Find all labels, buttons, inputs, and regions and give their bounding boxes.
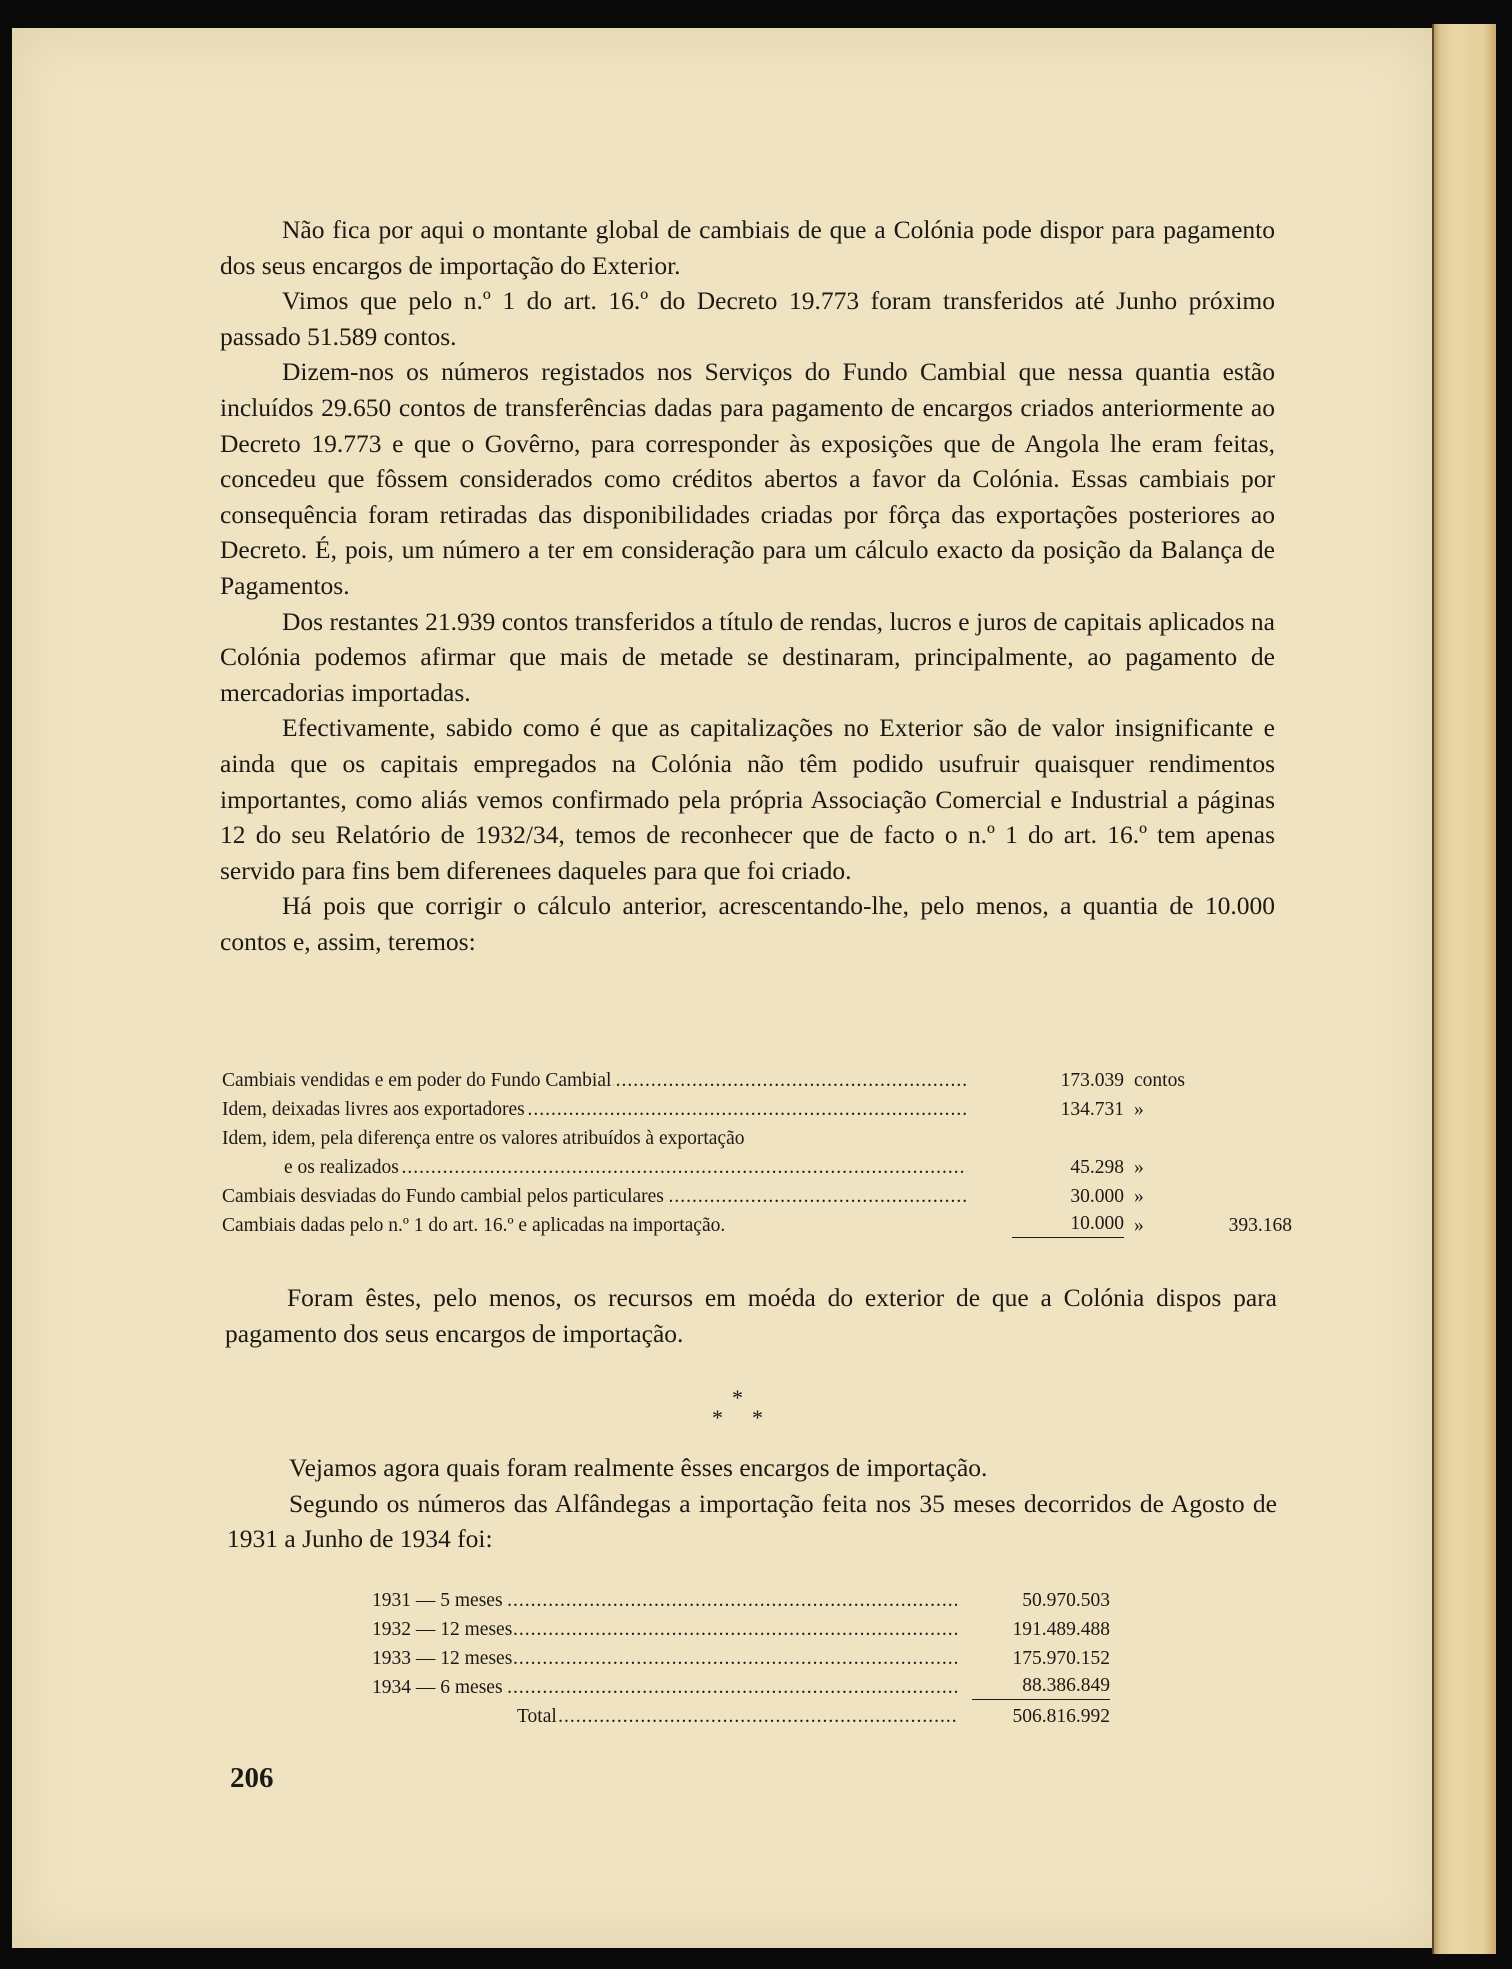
row-label: 1934 — 6 meses: [372, 1677, 503, 1698]
table-row: [222, 1211, 1292, 1240]
paragraph: Foram êstes, pelo menos, os recursos em moéda do exterior de que a Colónia dispos para pagamento dos seus encargos de importação.: [225, 1283, 1277, 1348]
row-unit: »: [1134, 1157, 1144, 1178]
row-unit: »: [1134, 1186, 1144, 1207]
cambiais-table: [222, 1066, 1292, 1240]
row-value: 50.970.503: [1022, 1590, 1110, 1611]
asterisk: *: [732, 1385, 743, 1410]
table-row: [222, 1124, 1282, 1153]
table-total-row: [372, 1702, 1142, 1731]
table-total: 393.168: [1228, 1215, 1292, 1236]
table-row: [372, 1586, 1142, 1615]
row-label: Cambiais desviadas do Fundo cambial pelos particulares: [222, 1186, 664, 1207]
row-label: Cambiais dadas pelo n.º 1 do art. 16.º e aplicadas na importação.: [222, 1215, 726, 1236]
row-value: 191.489.488: [1012, 1619, 1110, 1640]
asterisk: *: [752, 1405, 763, 1430]
table-row: [222, 1182, 1282, 1211]
body-text-2: [227, 1450, 1277, 1557]
asterisk: *: [712, 1405, 723, 1430]
paragraph: Vejamos agora quais foram realmente êsses encargos de importação.: [289, 1453, 988, 1482]
row-value: 175.970.152: [1012, 1648, 1110, 1669]
paragraph: Há pois que corrigir o cálculo anterior, acrescentando-lhe, pelo menos, a quantia de 10.000 contos e, assim, teremos:: [220, 891, 1275, 956]
paragraph: Efectivamente, sabido como é que as capitalizações no Exterior são de valor insignificante e ainda que os capitais empregados na Colónia não têm podido usufruir quaisquer rendimentos importantes, como aliás vemos confirmado pela própria Associação Comercial e Industrial a páginas 12 do seu Relatório de 1932/34, temos de reconhecer que de facto o n.º 1 do art. 16.º tem apenas servido para fins bem diferenees daqueles para que foi criado.: [220, 713, 1275, 885]
table-row: [222, 1153, 1282, 1182]
row-value: 10.000: [1012, 1211, 1124, 1238]
paragraph: Dizem-nos os números registados nos Serviços do Fundo Cambial que nessa quantia estão incluídos 29.650 contos de transferências dadas para pagamento de encargos criados anteriormente ao Decreto 19.773 e que o Govêrno, para corresponder às exposições que de Angola lhe eram feitas, concedeu que fôssem considerados como créditos abertos a favor da Colónia. Essas cambiais por consequência foram retiradas das disponibilidades criadas por fôrça das exportações posteriores ao Decreto. É, pois, um número a ter em consideração para um cálculo exacto da posição da Balança de Pagamentos.: [220, 357, 1275, 600]
row-unit: »: [1134, 1099, 1144, 1120]
row-value: 173.039: [1060, 1070, 1124, 1091]
paragraph: Não fica por aqui o montante global de cambiais de que a Colónia pode dispor para pagamento dos seus encargos de importação do Exterior.: [220, 215, 1275, 280]
section-separator: [700, 1385, 780, 1435]
table-row: [372, 1615, 1142, 1644]
total-value: 506.816.992: [1012, 1706, 1110, 1727]
row-value: 134.731: [1060, 1099, 1124, 1120]
paragraph: Segundo os números das Alfândegas a importação feita nos 35 meses decorridos de Agosto de 1931 a Junho de 1934 foi:: [227, 1488, 1277, 1554]
row-label: 1932 — 12 meses: [372, 1619, 513, 1640]
row-unit: contos: [1134, 1070, 1185, 1091]
total-label: Total: [517, 1706, 557, 1727]
row-unit: »: [1134, 1215, 1144, 1236]
row-label: Idem, deixadas livres aos exportadores: [222, 1099, 525, 1120]
row-label: e os realizados: [284, 1157, 399, 1178]
page-number: 206: [230, 1762, 274, 1794]
closing-text: [225, 1280, 1277, 1351]
table-row: [372, 1644, 1142, 1673]
table-row: [222, 1095, 1282, 1124]
table-row: [372, 1673, 1142, 1702]
paragraph: Dos restantes 21.939 contos transferidos a título de rendas, lucros e juros de capitais aplicados na Colónia podemos afirmar que mais de metade se destinaram, principalmente, ao pagamento de mercadorias importadas.: [220, 606, 1275, 707]
row-label: 1931 — 5 meses: [372, 1590, 503, 1611]
table-row: [222, 1066, 1282, 1095]
row-label: 1933 — 12 meses: [372, 1648, 513, 1669]
row-label: Idem, idem, pela diferença entre os valores atribuídos à exportação: [222, 1128, 745, 1149]
import-table: [372, 1586, 1142, 1731]
row-value: 30.000: [1070, 1186, 1124, 1207]
row-value: 88.386.849: [972, 1673, 1110, 1700]
row-label: Cambiais vendidas e em poder do Fundo Cambial: [222, 1070, 612, 1091]
book-spine: [1432, 24, 1496, 1954]
body-text: [220, 212, 1275, 959]
paragraph: Vimos que pelo n.º 1 do art. 16.º do Decreto 19.773 foram transferidos até Junho próximo passado 51.589 contos.: [220, 286, 1275, 351]
row-value: 45.298: [1070, 1157, 1124, 1178]
